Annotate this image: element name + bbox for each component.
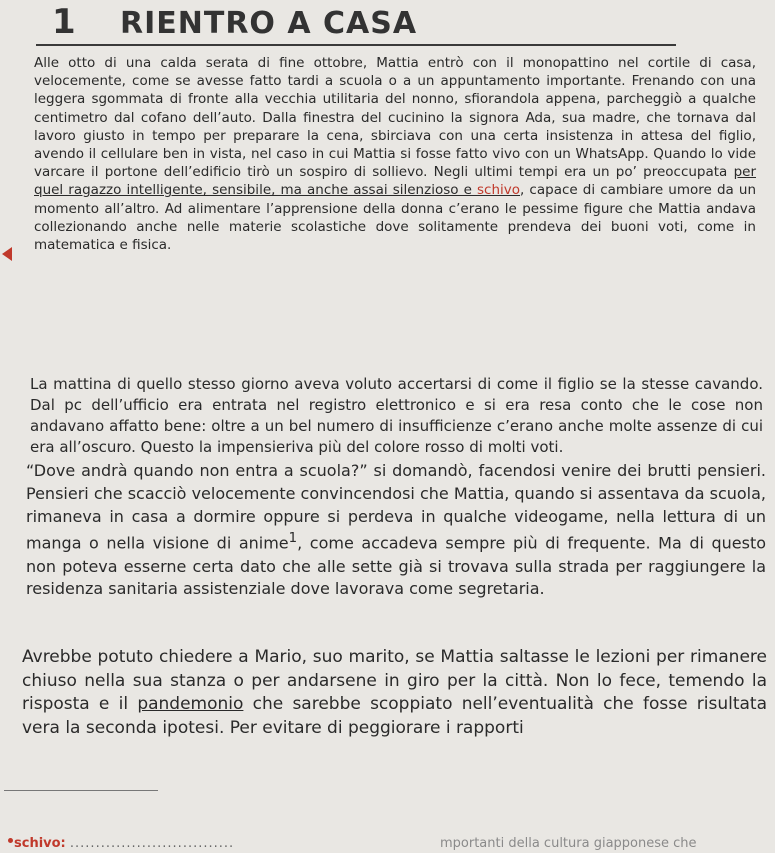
paragraph-4: Avrebbe potuto chiedere a Mario, suo marito, se Mattia saltasse le lezioni per rimanere chiuso nella sua stanza o per andarsene in giro per la città. Non lo fece, temendo la risposta e il pandemonio che sarebbe scoppiato nell’eventualità che fosse risultata vera la seconda ipotesi. Per evitare di peggiorare i rapporti [22, 647, 767, 738]
chapter-number: 1 [52, 2, 76, 42]
footnote-text: mportanti della cultura giapponese che [440, 836, 697, 851]
paragraph-1: Alle otto di una calda serata di fine ottobre, Mattia entrò con il monopattino nel cortile di casa, velocemente, come se avesse fatto tardi a scuola o a un appuntamento importante. Frenando con una leggera sgommata di fronte alla vecchia utilitaria del nonno, sfiorandola appena, parcheggiò a qualche centimetro dal cofano dell’auto. Dalla finestra del cucinino la signora Ada, sua madre, che tornava dal lavoro giusto in tempo per preparare la cena, sbirciava con una certa insistenza in attesa del figlio, avendo il cellulare ben in vista, nel caso in cui Mattia si fosse fatto vivo con un WhatsApp. Quando lo vide varcare il portone dell’edificio tirò un sospiro di sollievo. Negli ultimi tempi era un po’ preoccupata per quel ragazzo intelligente, sensibile, ma anche assai silenzioso e schivo, capace di cambiare umore da un momento all’altro. Ad alimentare l’apprensione della donna c’erano le pessime figure che Mattia andava collezionando anche nelle materie scolastiche dove solitamente prendeva dei buoni voti, come in matematica e fisica. [34, 55, 756, 254]
glossary-answer-line: ................................ [69, 836, 235, 851]
glossary-term: schivo: [14, 836, 66, 851]
chapter-header [36, 4, 676, 46]
paragraph-2: La mattina di quello stesso giorno aveva voluto accertarsi di come il figlio se la stesse cavando. Dal pc dell’ufficio era entrata nel registro elettronico e si era resa conto che le cose non andavano affatto bene: oltre a un bel numero di insufficienze c’erano anche molte assenze di cui era all’oscuro. Questo la impensieriva più del colore rosso di molti voti. [30, 375, 763, 456]
footnote-reference: 1 [288, 531, 298, 547]
paragraph-3: “Dove andrà quando non entra a scuola?” si domandò, facendosi venire dei brutti pensieri. Pensieri che scacciò velocemente convincendosi che Mattia, quando si assentava da scuola, rimaneva in casa a dormire oppure si perdeva in qualche videogame, nella lettura di un manga o nella visione di anime$^1$, come accadeva sempre più di frequente. Ma di questo non poteva esserne certa dato che alle sette già si trovava sulla strada per raggiungere la residenza sanitaria assistenziale dove lavorava come segretaria. [26, 461, 767, 599]
margin-marker-icon [2, 247, 12, 261]
underlined-phrase: per quel ragazzo intelligente, sensibile, ma anche assai silenzioso e schivo [34, 164, 756, 199]
chapter-title: RIENTRO A CASA [120, 6, 418, 41]
footnote-divider [4, 790, 158, 791]
glossary-entry [14, 836, 234, 851]
glossary-word-schivo: schivo [477, 182, 521, 199]
paragraph-1-text: Alle otto di una calda serata di fine ottobre, Mattia entrò con il monopattino nel cortile di casa, velocemente, come se avesse fatto tardi a scuola o a un appuntamento importante. Frenando con una leggera sgommata di fronte alla vecchia utilitaria del nonno, sfiorandola appena, parcheggiò a qualche centimetro dal cofano dell’auto. Dalla finestra del cucinino la signora Ada, sua madre, che tornava dal lavoro giusto in tempo per preparare la cena, sbirciava con una certa insistenza in attesa del figlio, avendo il cellulare ben in vista, nel caso in cui Mattia si fosse fatto vivo con un WhatsApp. Quando lo vide varcare il portone dell’edificio tirò un sospiro di sollievo. Negli ultimi tempi era un po’ preoccupata [34, 55, 756, 181]
bullet-dot-icon [8, 838, 13, 843]
underlined-word-pandemonio: pandemonio [137, 694, 244, 714]
